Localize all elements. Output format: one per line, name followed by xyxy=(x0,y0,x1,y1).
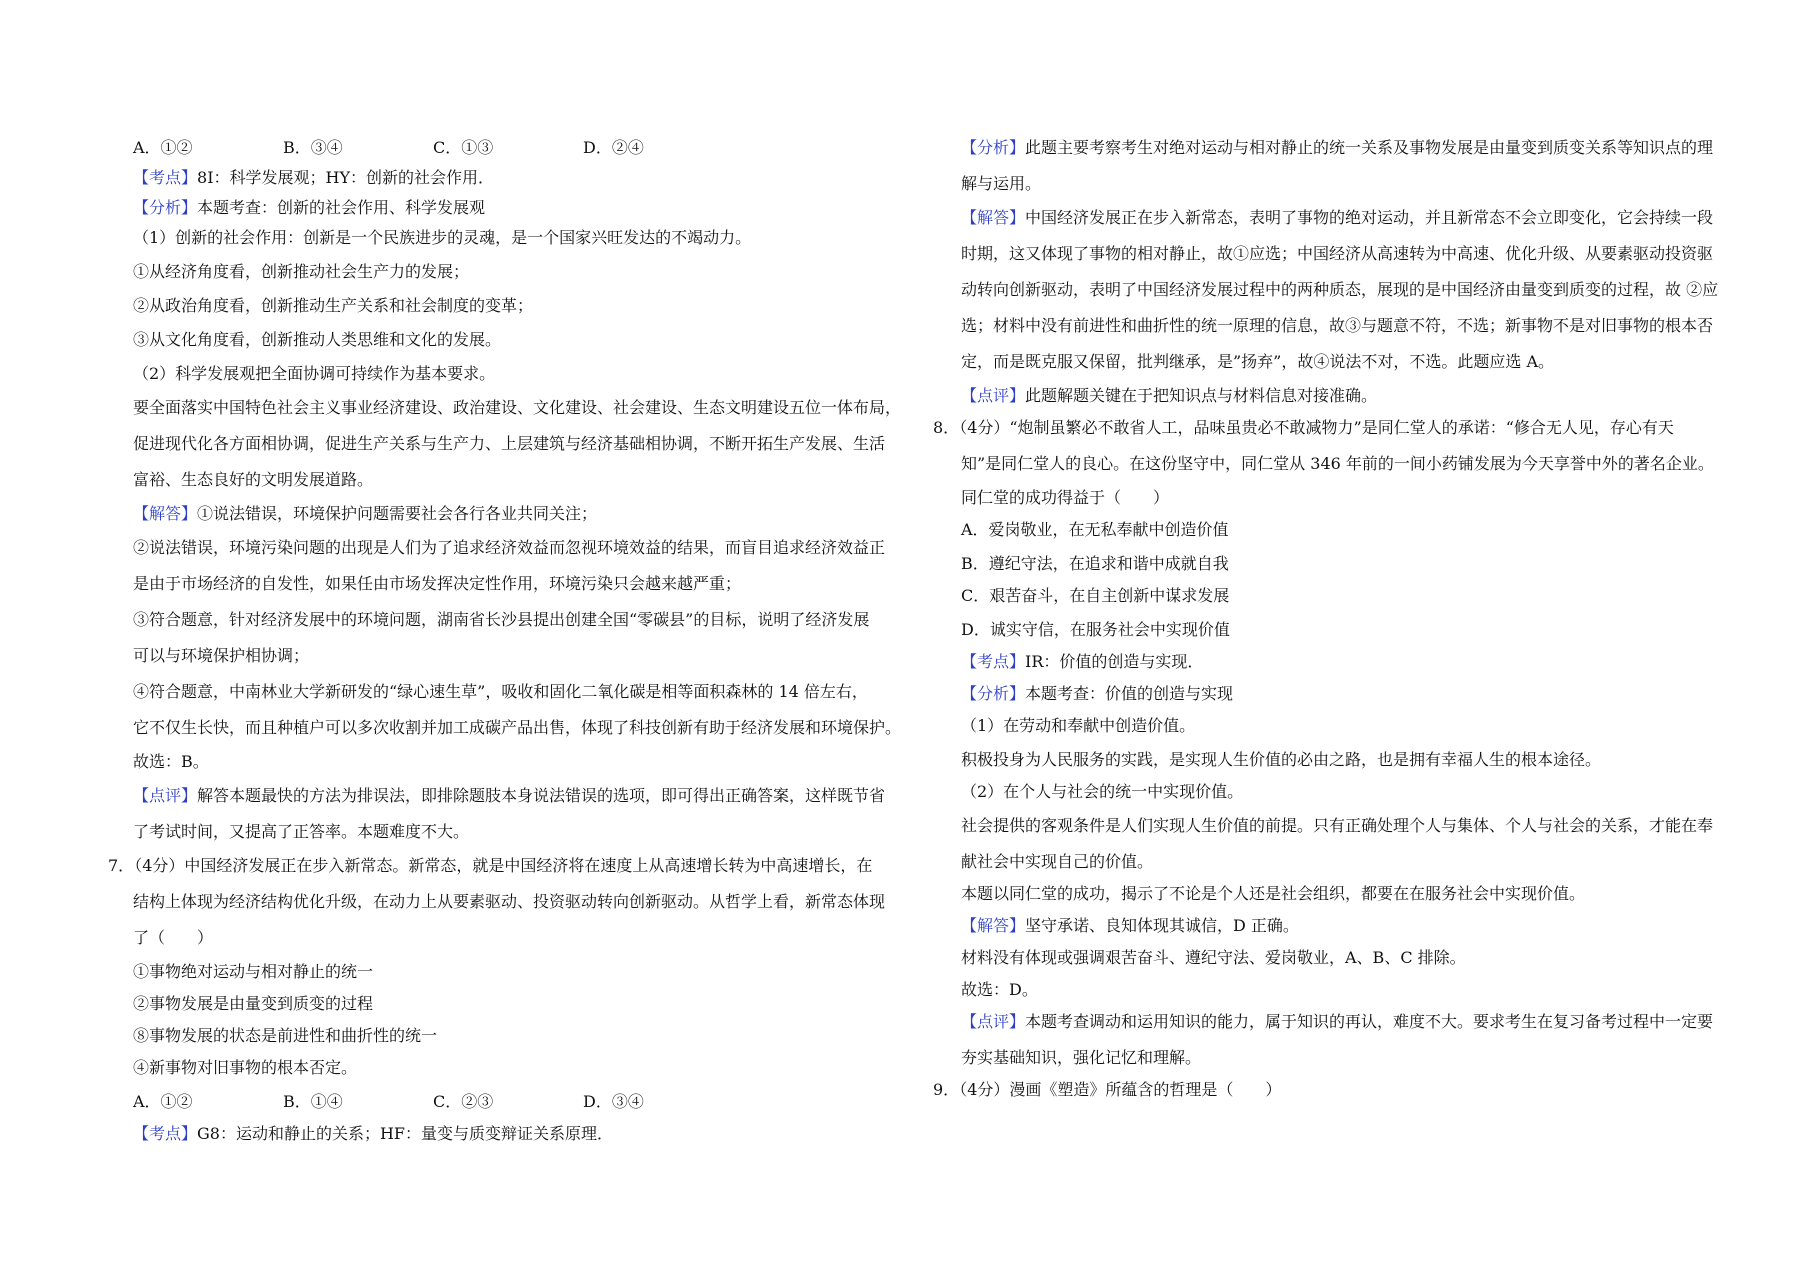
q6-fenxi-line-6b: 促进现代化各方面相协调，促进生产关系与生产力、上层建筑与经济基础相协调，不断开拓生产发展、生活 xyxy=(133,434,886,453)
q8-kaodian-text: IR：价值的创造与实现． xyxy=(1025,652,1204,671)
q8-option-c: C．艰苦奋斗，在自主创新中谋求发展 xyxy=(961,586,1230,605)
q7-fenxi xyxy=(933,138,1718,174)
q7-dianping-text: 此题解题关键在于把知识点与材料信息对接准确。 xyxy=(1025,386,1378,405)
q6-dianping-line-2: 了考试时间，又提高了正答率。本题难度不大。 xyxy=(133,822,470,841)
q6-option-a: A．①② xyxy=(133,138,193,157)
jieda-tag: 【解答】 xyxy=(133,504,198,523)
q7-stem-line-2: 结构上体现为经济结构优化升级，在动力上从要素驱动、投资驱动转向创新驱动。从哲学上看，新常态体现 xyxy=(133,892,886,911)
q7-kaodian-text: G8：运动和静止的关系；HF：量变与质变辩证关系原理． xyxy=(197,1124,614,1143)
fenxi-tag: 【分析】 xyxy=(961,138,1026,157)
q7-option-b: B．①④ xyxy=(283,1092,343,1111)
q6-guxuan: 故选：B。 xyxy=(133,752,209,771)
q7-item-2: ②事物发展是由量变到质变的过程 xyxy=(133,994,374,1013)
dianping-tag: 【点评】 xyxy=(961,386,1026,405)
q8-option-a: A．爱岗敬业，在无私奉献中创造价值 xyxy=(961,520,1229,539)
q6-option-c: C．①③ xyxy=(433,138,494,157)
q6-fenxi-text: 本题考查：创新的社会作用、科学发展观 xyxy=(197,198,486,217)
q7-option-d: D．③④ xyxy=(583,1092,644,1111)
kaodian-tag: 【考点】 xyxy=(961,652,1026,671)
q7-option-c: C．②③ xyxy=(433,1092,494,1111)
q7-kaodian xyxy=(108,1124,908,1154)
q8-stem-line-2: 知”是同仁堂人的良心。在这份坚守中，同仁堂从 346 年前的一间小药铺发展为今天享誉中外的著名企业。 xyxy=(961,454,1714,473)
q8-guxuan: 故选：D。 xyxy=(961,980,1038,999)
q7-dianping xyxy=(933,386,1718,418)
q7-jieda-text: 中国经济发展正在步入新常态，表明了事物的绝对运动，并且新常态不会立即变化，它会持续一段 xyxy=(1025,208,1714,227)
q7-item-1: ①事物绝对运动与相对静止的统一 xyxy=(133,962,374,981)
q6-jieda-line-2b: 是由于市场经济的自发性，如果任由市场发挥决定性作用，环境污染只会越来越严重； xyxy=(133,574,742,593)
q6-dianping-text: 解答本题最快的方法为排误法，即排除题肢本身说法错误的选项，即可得出正确答案，这样既节省 xyxy=(197,786,886,805)
q8-dianping xyxy=(933,1012,1718,1048)
q9-stem xyxy=(933,1080,1718,1110)
q7-stem-text-1: （4分）中国经济发展正在步入新常态。新常态，就是中国经济将在速度上从高速增长转为中高速增长，在 xyxy=(134,856,873,875)
q6-fenxi-line-5: （2）科学发展观把全面协调可持续作为基本要求。 xyxy=(133,364,496,383)
q8-jieda xyxy=(933,916,1718,948)
fenxi-tag: 【分析】 xyxy=(133,198,198,217)
q6-fenxi-line-6c: 富裕、生态良好的文明发展道路。 xyxy=(133,470,374,489)
q6-fenxi-line-6a: 要全面落实中国特色社会主义事业经济建设、政治建设、文化建设、社会建设、生态文明建设五位一体布局， xyxy=(133,398,902,417)
kaodian-tag: 【考点】 xyxy=(133,1124,198,1143)
left-column xyxy=(108,138,908,1154)
q8-dianping-line-2: 夯实基础知识，强化记忆和理解。 xyxy=(961,1048,1202,1067)
q8-fenxi xyxy=(933,684,1718,716)
q8-dianping-text: 本题考查调动和运用知识的能力，属于知识的再认，难度不大。要求考生在复习备考过程中一定要 xyxy=(1025,1012,1714,1031)
jieda-tag: 【解答】 xyxy=(961,916,1026,935)
q7-stem-line-1 xyxy=(108,856,908,892)
q8-fenxi-line-5: 本题以同仁堂的成功，揭示了不论是个人还是社会组织，都要在在服务社会中实现价值。 xyxy=(961,884,1586,903)
right-column xyxy=(933,138,1718,1110)
q9-stem-text: （4分）漫画《塑造》所蕴含的哲理是（ ） xyxy=(959,1080,1282,1099)
q6-kaodian xyxy=(108,168,908,198)
q7-option-a: A．①② xyxy=(133,1092,193,1111)
q6-fenxi xyxy=(108,198,908,228)
fenxi-tag: 【分析】 xyxy=(961,684,1026,703)
q6-options xyxy=(108,138,908,168)
q6-jieda-text: ①说法错误，环境保护问题需要社会各行各业共同关注； xyxy=(197,504,598,523)
q8-jieda-line-2: 材料没有体现或强调艰苦奋斗、遵纪守法、爱岗敬业，A、B、C 排除。 xyxy=(961,948,1466,967)
q8-fenxi-line-4a: 社会提供的客观条件是人们实现人生价值的前提。只有正确处理个人与集体、个人与社会的关系，才能在奉 xyxy=(961,816,1714,835)
q8-stem-line-1 xyxy=(933,418,1718,454)
q6-dianping xyxy=(108,786,908,822)
dianping-tag: 【点评】 xyxy=(961,1012,1026,1031)
q8-option-b: B．遵纪守法，在追求和谐中成就自我 xyxy=(961,554,1229,573)
q6-option-d: D．②④ xyxy=(583,138,644,157)
q7-item-3: ⑧事物发展的状态是前进性和曲折性的统一 xyxy=(133,1026,438,1045)
jieda-tag: 【解答】 xyxy=(961,208,1026,227)
q6-jieda xyxy=(108,504,908,538)
q7-item-4: ④新事物对旧事物的根本否定。 xyxy=(133,1058,358,1077)
q6-jieda-line-3a: ③符合题意，针对经济发展中的环境问题，湖南省长沙县提出创建全国“零碳县”的目标，说明了经济发展 xyxy=(133,610,870,629)
q7-number: 7． xyxy=(108,856,135,875)
q6-fenxi-line-2: ①从经济角度看，创新推动社会生产力的发展； xyxy=(133,262,470,281)
q7-jieda-line-5: 定，而是既克服又保留，批判继承，是”扬弃”，故④说法不对，不选。此题应选 A。 xyxy=(961,352,1555,371)
q8-number: 8． xyxy=(933,418,960,437)
q8-stem-line-3: 同仁堂的成功得益于（ ） xyxy=(961,488,1170,507)
q6-jieda-line-4b: 它不仅生长快，而且种植户可以多次收割并加工成碳产品出售，体现了科技创新有助于经济发展和环境保护。 xyxy=(133,718,902,737)
q7-fenxi-text: 此题主要考察考生对绝对运动与相对静止的统一关系及事物发展是由量变到质变关系等知识点的理 xyxy=(1025,138,1714,157)
q8-fenxi-line-1: （1）在劳动和奉献中创造价值。 xyxy=(961,716,1196,735)
q6-jieda-line-3b: 可以与环境保护相协调； xyxy=(133,646,310,665)
q6-kaodian-text: 8I：科学发展观；HY：创新的社会作用． xyxy=(197,168,495,187)
q8-jieda-text: 坚守承诺、良知体现其诚信，D 正确。 xyxy=(1025,916,1299,935)
q8-fenxi-line-4b: 献社会中实现自己的价值。 xyxy=(961,852,1154,871)
kaodian-tag: 【考点】 xyxy=(133,168,198,187)
q6-fenxi-line-3: ②从政治角度看，创新推动生产关系和社会制度的变革； xyxy=(133,296,534,315)
q6-jieda-line-4a: ④符合题意，中南林业大学新研发的“绿心速生草”，吸收和固化二氧化碳是相等面积森林的 14 倍左右， xyxy=(133,682,868,701)
q6-fenxi-line-4: ③从文化角度看，创新推动人类思维和文化的发展。 xyxy=(133,330,502,349)
q8-fenxi-text: 本题考查：价值的创造与实现 xyxy=(1025,684,1234,703)
q8-fenxi-line-3: （2）在个人与社会的统一中实现价值。 xyxy=(961,782,1244,801)
q8-kaodian xyxy=(933,652,1718,684)
q8-stem-text-1: （4分）“炮制虽繁必不敢省人工，品味虽贵必不敢减物力”是同仁堂人的承诺：“修合无人见，存心有天 xyxy=(959,418,1674,437)
q7-jieda xyxy=(933,208,1718,244)
q6-option-b: B．③④ xyxy=(283,138,343,157)
q8-fenxi-line-2: 积极投身为人民服务的实践，是实现人生价值的必由之路，也是拥有幸福人生的根本途径。 xyxy=(961,750,1602,769)
q8-option-d: D．诚实守信，在服务社会中实现价值 xyxy=(961,620,1230,639)
q9-number: 9． xyxy=(933,1080,960,1099)
q7-options xyxy=(108,1092,908,1124)
dianping-tag: 【点评】 xyxy=(133,786,198,805)
q7-stem-line-3: 了（ ） xyxy=(133,928,214,947)
q7-jieda-line-2: 时期，这又体现了事物的相对静止，故①应选；中国经济从高速转为中高速、优化升级、从要素驱动投资驱 xyxy=(961,244,1714,263)
q7-fenxi-line-2: 解与运用。 xyxy=(961,174,1042,193)
q6-jieda-line-2a: ②说法错误，环境污染问题的出现是人们为了追求经济效益而忽视环境效益的结果，而盲目追求经济效益正 xyxy=(133,538,886,557)
q7-jieda-line-4: 选；材料中没有前进性和曲折性的统一原理的信息，故③与题意不符，不选；新事物不是对旧事物的根本否 xyxy=(961,316,1714,335)
q7-jieda-line-3: 动转向创新驱动，表明了中国经济发展过程中的两种质态，展现的是中国经济由量变到质变的过程，故 ②应 xyxy=(961,280,1718,299)
q6-fenxi-line-1: （1）创新的社会作用：创新是一个民族进步的灵魂，是一个国家兴旺发达的不竭动力。 xyxy=(133,228,752,247)
